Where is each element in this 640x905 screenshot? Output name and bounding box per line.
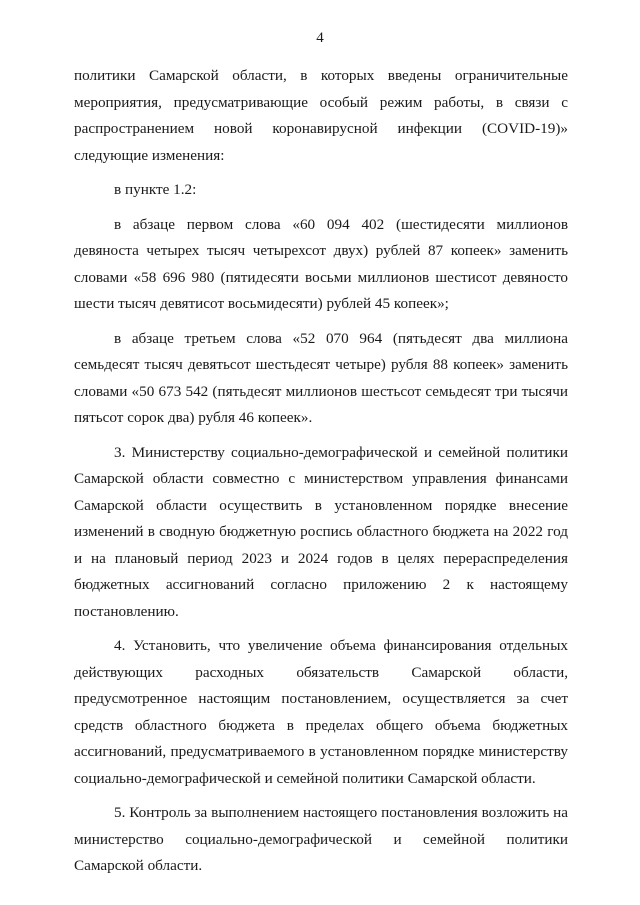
paragraph-item-5: 5. Контроль за выполнением настоящего постановления возложить на министерство социально-демографической и семейной политики Самарской области. bbox=[74, 804, 568, 874]
paragraph-abzac-third: в абзаце третьем слова «52 070 964 (пятьдесят два миллиона семьдесят тысяч девятьсот шестьдесят четыре) рубля 88 копеек» заменить словами «50 673 542 (пятьдесят миллионов шестьсот семьдесят три тысячи пятьсот сорок два) рубля 46 копеек». bbox=[74, 329, 568, 426]
paragraph-item-4: 4. Установить, что увеличение объема финансирования отдельных действующих расходных обязательств Самарской области, предусмотренное настоящим постановлением, осуществляется за счет средств областного бюджета в пределах общего объема бюджетных ассигнований, предусматриваемого в установленном порядке министерству социально-демографической и семейной политики Самарской области. bbox=[74, 637, 568, 787]
paragraph-intro-continuation: политики Самарской области, в которых введены ограничительные мероприятия, предусматривающие особый режим работы, в связи с распространением новой коронавирусной инфекции (COVID-19)» следующие изменения: bbox=[74, 67, 568, 164]
document-body bbox=[74, 63, 568, 888]
paragraph-abzac-first: в абзаце первом слова «60 094 402 (шестидесяти миллионов девяноста четырех тысяч четырехсот двух) рублей 87 копеек» заменить словами «58 696 980 (пятидесяти восьми миллионов шестисот девяносто шести тысяч девятисот восьмидесяти) рублей 45 копеек»; bbox=[74, 215, 568, 312]
paragraph-point-1-2: в пункте 1.2: bbox=[114, 181, 197, 198]
page-number: 4 bbox=[316, 30, 324, 46]
paragraph-item-3: 3. Министерству социально-демографической и семейной политики Самарской области совместно с министерством управления финансами Самарской области осуществить в установленном порядке внесение изменений в сводную бюджетную роспись областного бюджета на 2022 год и на плановый период 2023 и 2024 годов в целях перераспределения бюджетных ассигнований согласно приложению 2 к настоящему постановлению. bbox=[74, 443, 568, 620]
